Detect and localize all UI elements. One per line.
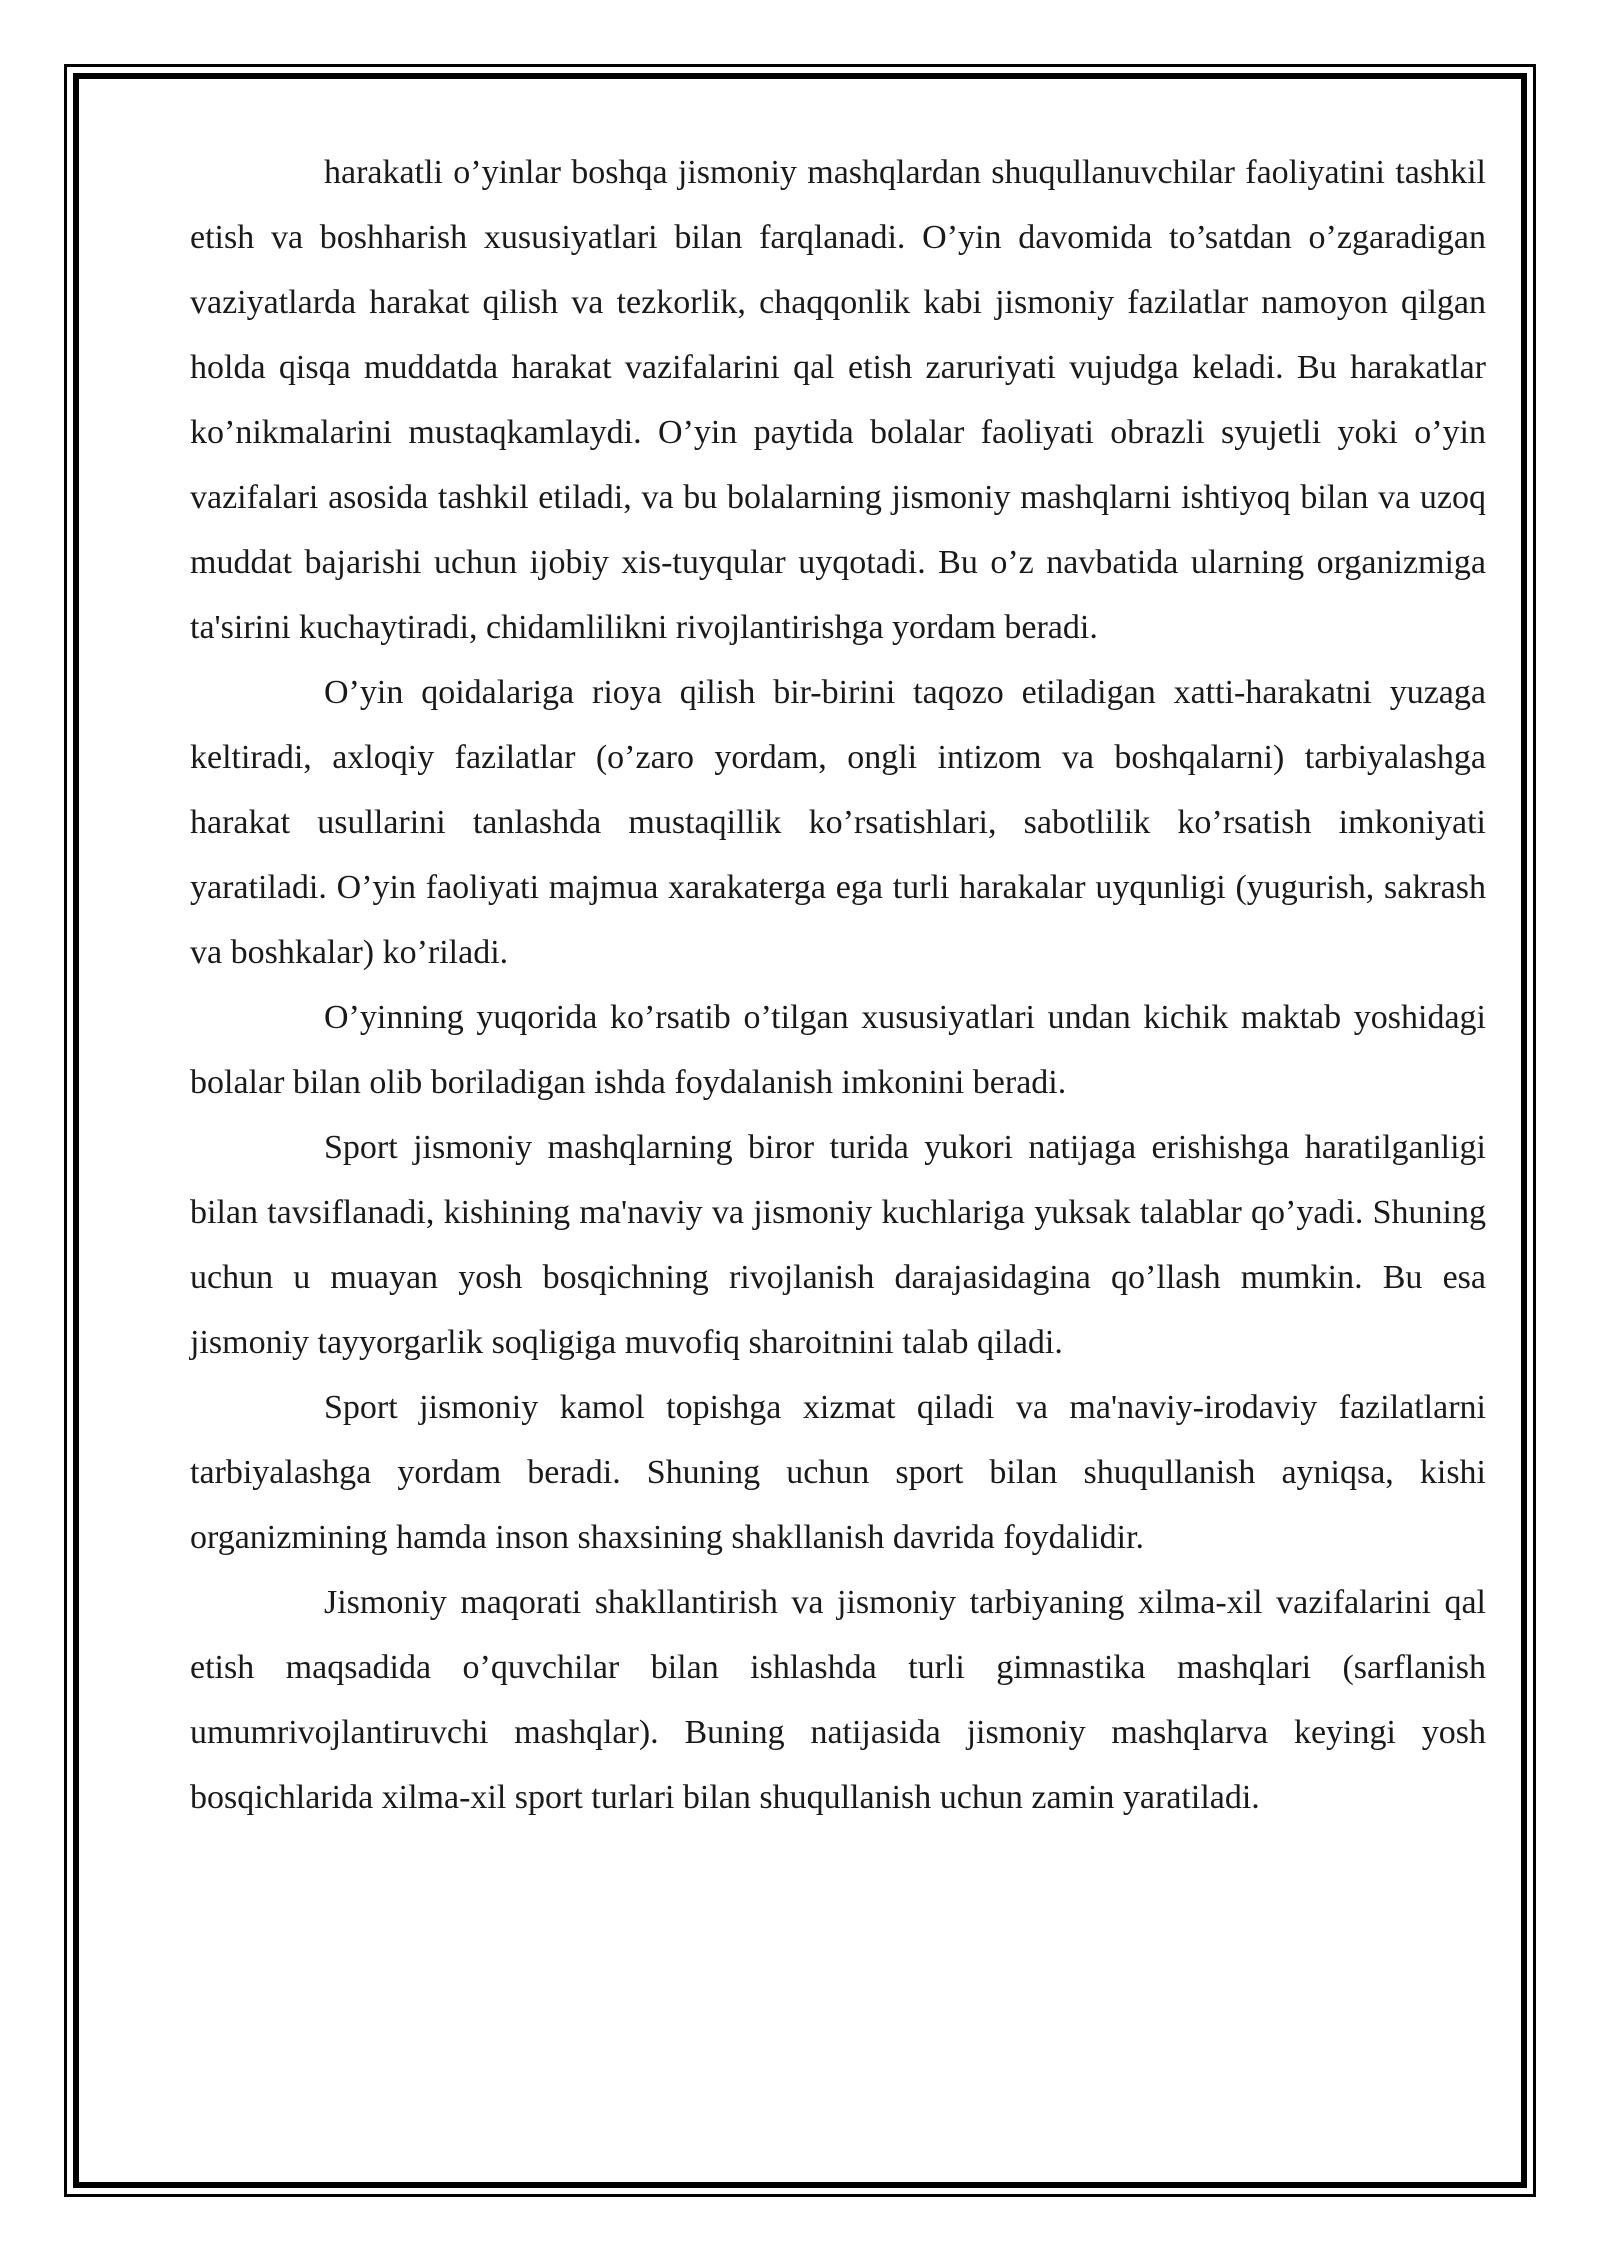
- paragraph-5: Sport jismoniy kamol topishga xizmat qiladi va ma'naviy-irodaviy fazilatlarni tarbiyalashga yordam beradi. Shuning uchun sport bilan shuqullanish ayniqsa, kishi organizmining hamda inson shaxsining shakllanish davrida foydalidir.: [190, 1389, 1486, 1556]
- paragraph-6: Jismoniy maqorati shakllantirish va jismoniy tarbiyaning xilma-xil vazifalarini qal etish maqsadida o’quvchilar bilan ishlashda turli gimnastika mashqlari (sarflanish umumrivojlantiruvchi mashqlar). Buning natijasida jismoniy mashqlarva keyingi yosh bosqichlarida xilma-xil sport turlari bilan shuqullanish uchun zamin yaratiladi.: [190, 1584, 1486, 1816]
- paragraph-4: Sport jismoniy mashqlarning biror turida yukori natijaga erishishga haratilganligi bilan tavsiflanadi, kishining ma'naviy va jismoniy kuchlariga yuksak talablar qo’yadi. Shuning uchun u muayan yosh bosqichning rivojlanish darajasidagina qo’llash mumkin. Bu esa jismoniy tayyorgarlik soqligiga muvofiq sharoitnini talab qiladi.: [190, 1129, 1486, 1361]
- paragraph-1: harakatli o’yinlar boshqa jismoniy mashqlardan shuqullanuvchilar faoliyatini tashkil etish va boshharish xususiyatlari bilan farqlanadi. O’yin davomida to’satdan o’zgaradigan vaziyatlarda harakat qilish va tezkorlik, chaqqonlik kabi jismoniy fazilatlar namoyon qilgan holda qisqa muddatda harakat vazifalarini qal etish zaruriyati vujudga keladi. Bu harakatlar ko’nikmalarini mustaqkamlaydi. O’yin paytida bolalar faoliyati obrazli syujetli yoki o’yin vazifalari asosida tashkil etiladi, va bu bolalarning jismoniy mashqlarni ishtiyoq bilan va uzoq muddat bajarishi uchun ijobiy xis-tuyqular uyqotadi. Bu o’z navbatida ularning organizmiga ta'sirini kuchaytiradi, chidamlilikni rivojlantirishga yordam beradi.: [190, 154, 1486, 646]
- paragraph-2: O’yin qoidalariga rioya qilish bir-birini taqozo etiladigan xatti-harakatni yuzaga keltiradi, axloqiy fazilatlar (o’zaro yordam, ongli intizom va boshqalarni) tarbiyalashga harakat usullarini tanlashda mustaqillik ko’rsatishlari, sabotlilik ko’rsatish imkoniyati yaratiladi. O’yin faoliyati majmua xarakaterga ega turli harakalar uyqunligi (yugurish, sakrash va boshkalar) ko’riladi.: [190, 674, 1486, 971]
- document-body: [190, 140, 1486, 1830]
- paragraph-3: O’yinning yuqorida ko’rsatib o’tilgan xususiyatlari undan kichik maktab yoshidagi bolalar bilan olib boriladigan ishda foydalanish imkonini beradi.: [190, 999, 1486, 1101]
